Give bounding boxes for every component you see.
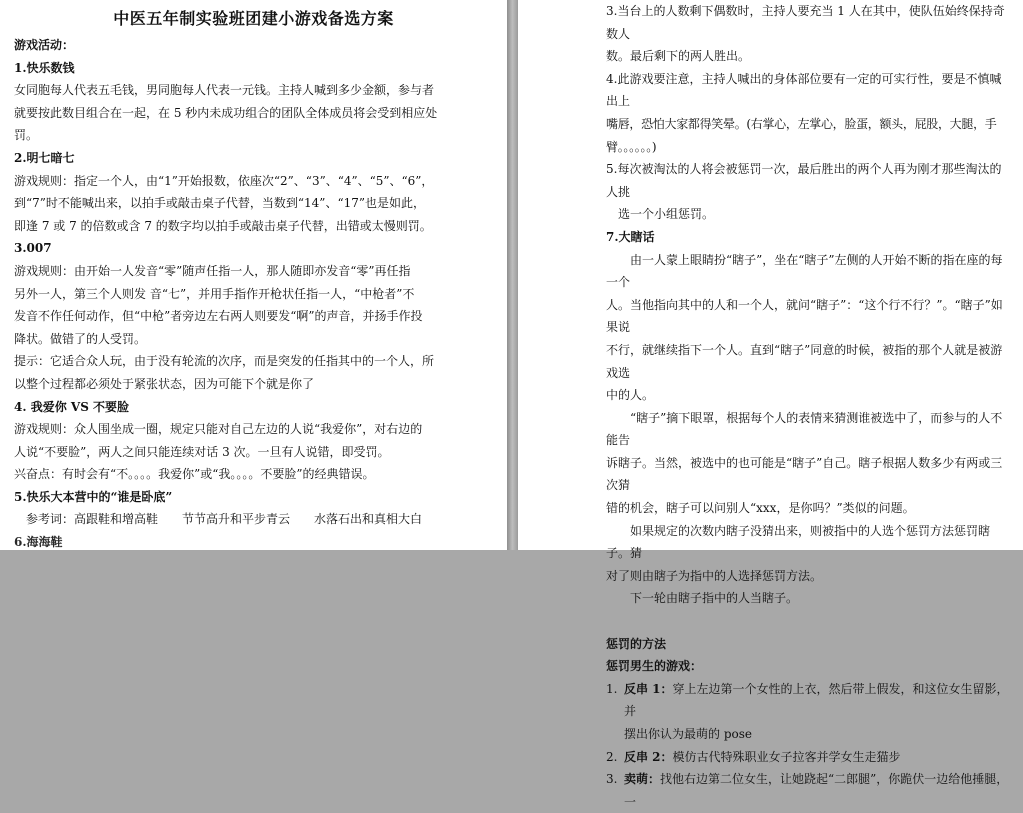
game6-heading: 6.海海鞋 (14, 535, 63, 550)
game4-line: 游戏规则：众人围坐成一圈，规定只能对自己左边的人说“我爱你”，对右边的 (14, 422, 423, 437)
game7-line: 中的人。 (606, 388, 655, 403)
punish-heading: 惩罚的方法 (606, 636, 667, 651)
game5-line: 参考词：高跟鞋和增高鞋 节节高升和平步青云 水落石出和真相大白 (26, 512, 423, 527)
game1-heading: 1.快乐数钱 (14, 60, 75, 75)
item-number: 1. (606, 681, 618, 696)
game7-line: 对了则由瞎子为指中的人选择惩罚方法。 (606, 568, 823, 583)
game7-heading: 7.大瞎话 (606, 229, 655, 244)
document-page-left (0, 0, 507, 550)
rule-line: 4.此游戏要注意，主持人喊出的身体部位要有一定的可实行性，要是不慎喊出上 (606, 71, 1002, 109)
rule-line: 5.每次被淘汰的人将会被惩罚一次，最后胜出的两个人再为刚才那些淘汰的人挑 (606, 162, 1002, 199)
game1-line: 就要按此数目组合在一起，在 5 秒内未成功组合的团队全体成员将会受到相应处 (14, 105, 438, 120)
game7-line: 不行，就继续指下一个人。直到“瞎子”同意的时候，被指的那个人就是被游戏选 (606, 342, 1003, 380)
game3-line: 游戏规则：由开始一人发音“零”随声任指一人，那人随即亦发音“零”再任指 (14, 263, 411, 278)
item-text: 找他右边第二位女生，让她跷起“二郎腿”，你跪伏一边给他捶腿，一 (624, 772, 1009, 809)
game4-line: 人说“不要脸”，两人之间只能连续对话 3 次。一旦有人说错，即受罚。 (14, 444, 390, 459)
punish-item-cont (606, 723, 1013, 746)
item-label: 反串 1： (624, 681, 673, 696)
activities-label: 游戏活动： (14, 38, 75, 52)
rule-line: 3.当台上的人数剩下偶数时，主持人要充当 1 人在其中，使队伍始终保持奇数人 (606, 4, 1005, 41)
game3-tip-line: 提示：它适合众人玩，由于没有轮流的次序，而是突发的任指其中的一个人，所 (14, 354, 435, 369)
item-text: 摆出你认为最萌的 pose (624, 727, 752, 741)
item-number: 2. (606, 749, 618, 764)
game7-line: 下一轮由瞎子指中的人当瞎子。 (630, 591, 799, 606)
rule-line: 数。最后剩下的两人胜出。 (606, 49, 751, 64)
game3-tip-line: 以整个过程都必须处于紧张状态，因为可能下个就是你了 (14, 376, 315, 391)
item-label: 反串 2： (624, 749, 673, 764)
game2-line: 游戏规则：指定一个人，由“1”开始报数，依座次“2”、“3”、“4”、“5”、“6”， (14, 173, 434, 188)
blank-line (606, 610, 1013, 633)
punish-item (606, 678, 1013, 723)
game7-line: 错的机会，瞎子可以问别人“xxx，是你吗？”类似的问题。 (606, 501, 915, 516)
game2-heading: 2.明七暗七 (14, 150, 75, 165)
item-number: 3. (606, 772, 618, 787)
game7-line: 诉瞎子。当然，被选中的也可能是“瞎子”自己。瞎子根据人数多少有两或三次猜 (606, 455, 1003, 493)
punish-item (606, 746, 1013, 769)
game4-heading: 4. 我爱你 VS 不要脸 (14, 399, 130, 414)
rule-line: 选一个小组惩罚。 (618, 207, 715, 222)
game3-line: 另外一人，第三个人则发 音“七”，并用手指作开枪状任指一人，“中枪者”不 (14, 286, 415, 301)
game1-line: 女同胞每人代表五毛钱，男同胞每人代表一元钱。主持人喊到多少金额，参与者 (14, 83, 435, 98)
game7-line: 人。当他指向其中的人和一个人，就问“瞎子”：“这个行不行？”。“瞎子”如果说 (606, 297, 1003, 335)
punish-item (606, 768, 1013, 813)
rule-line: 嘴唇，恐怕大家都得笑晕。(右掌心，左掌心，脸蛋，额头，屁股，大腿，手臂。。。。。。) (606, 116, 997, 154)
boys-punish-heading: 惩罚男生的游戏： (606, 659, 703, 674)
game3-line: 降状。做错了的人受罚。 (14, 331, 147, 346)
game3-line: 发音不作任何动作，但“中枪”者旁边左右两人则要发“啊”的声音，并扬手作投 (14, 309, 423, 324)
document-page-right (518, 0, 1023, 809)
game7-line: 如果规定的次数内瞎子没猜出来，则被指中的人选个惩罚方法惩罚瞎子。猜 (606, 523, 991, 561)
game2-line: 到“7”时不能喊出来，以拍手或敲击桌子代替，当数到“14”、“17”也是如此， (14, 196, 425, 211)
game1-line: 罚。 (14, 128, 39, 143)
item-text: 模仿古代特殊职业女子拉客并学女生走猫步 (672, 749, 901, 764)
game2-line: 即逢 7 或 7 的倍数或含 7 的数字均以拍手或敲击桌子代替，出错或太慢则罚。 (14, 218, 432, 233)
game7-line: 由一人蒙上眼睛扮“瞎子”，坐在“瞎子”左侧的人开始不断的指在座的每一个 (606, 252, 1003, 290)
page-gap (507, 0, 518, 550)
item-label: 卖萌： (624, 772, 661, 787)
item-text: 穿上左边第一个女性的上衣，然后带上假发，和这位女生留影，并 (624, 681, 1009, 719)
game7-line: “瞎子”摘下眼罩，根据每个人的表情来猜测谁被选中了，而参与的人不能告 (606, 410, 1003, 448)
document-title: 中医五年制实验班团建小游戏备选方案 (113, 9, 394, 28)
game4-line: 兴奋点：有时会有“不。。。。我爱你”或“我。。。。不要脸”的经典错误。 (14, 467, 375, 482)
game5-heading: 5.快乐大本营中的“谁是卧底” (14, 489, 173, 504)
game3-heading: 3.007 (14, 241, 52, 256)
